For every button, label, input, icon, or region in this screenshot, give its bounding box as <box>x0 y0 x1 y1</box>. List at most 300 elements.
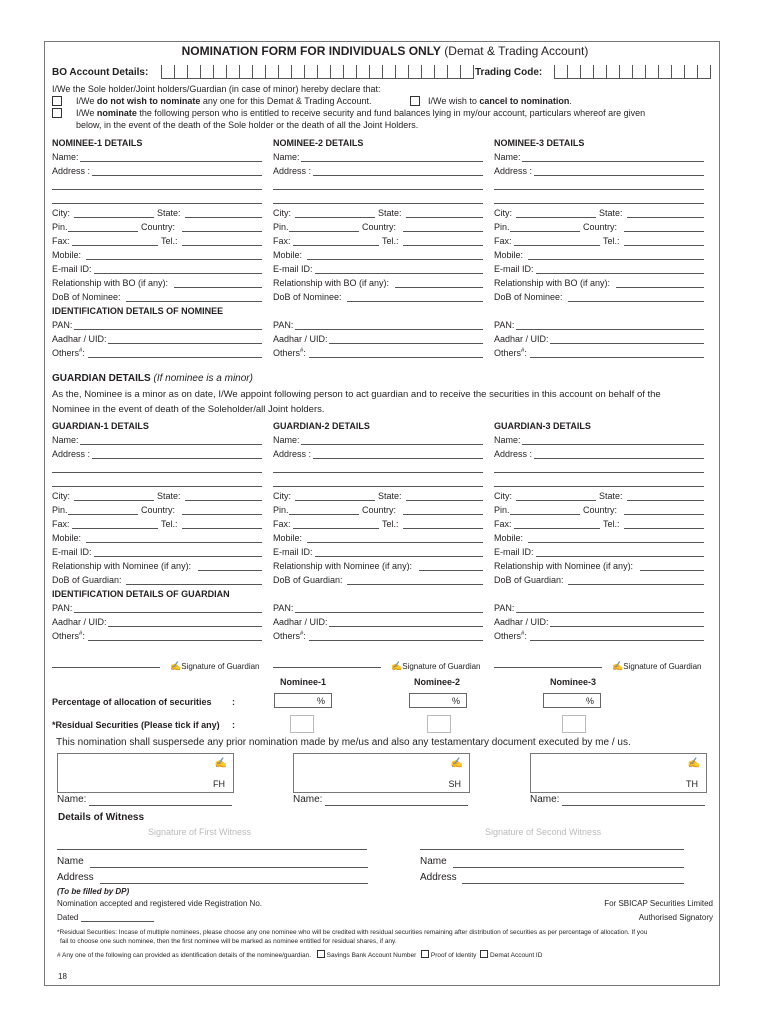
nominee-2-relationship-label: Relationship with BO (if any): <box>273 278 390 288</box>
guardian-3-aadhar-label: Aadhar / UID: <box>494 617 549 627</box>
nominee-2-address-line-3[interactable] <box>273 203 483 204</box>
nominee-1-address-line[interactable] <box>92 175 262 176</box>
guardian-1-city-label: City: <box>52 491 70 501</box>
dp-registration-text: Nomination accepted and registered vide Registration No. <box>57 899 263 908</box>
dp-dated-line[interactable] <box>81 921 154 922</box>
guardian-2-email-label: E-mail ID: <box>273 547 313 557</box>
nominee-2-name-line[interactable] <box>301 161 483 162</box>
guardian-2-country-label: Country: <box>362 505 397 515</box>
guardian-2-state-line[interactable] <box>406 500 483 501</box>
guardian-1-others-line[interactable] <box>88 640 262 641</box>
nominee-2-percentage[interactable]: % <box>409 693 467 708</box>
nominee-3-state-line[interactable] <box>627 217 704 218</box>
nominee-1-aadhar-line[interactable] <box>108 343 262 344</box>
nominee-2-email-line[interactable] <box>315 273 483 274</box>
nominee-2-pin-line[interactable] <box>289 231 359 232</box>
nominee-2-dob-line[interactable] <box>347 301 483 302</box>
witness-2-address-line[interactable] <box>462 883 684 884</box>
witness-1-signature-line[interactable] <box>57 849 367 850</box>
nominee-3-city-label: City: <box>494 208 512 218</box>
guardian-3-relationship-line[interactable] <box>640 570 704 571</box>
guardian-3-state-label: State: <box>599 491 623 501</box>
guardian-3-dob-label: DoB of Guardian: <box>494 575 564 585</box>
witness-2-signature-label: Signature of Second Witness <box>485 827 602 837</box>
guardian-3-pin-label: Pin. <box>494 505 510 515</box>
percentage-colon: : <box>232 697 235 707</box>
guardian-1-tel-line[interactable] <box>182 528 262 529</box>
guardian-1-address-line-2[interactable] <box>52 472 262 473</box>
th-signature-box[interactable] <box>530 753 707 793</box>
guardian-3-signature-label <box>612 661 702 672</box>
guardian-3-others-label-hash: # <box>521 631 525 637</box>
guardian-2-mobile-line[interactable] <box>307 542 483 543</box>
nominee-2-aadhar-label: Aadhar / UID: <box>273 334 328 344</box>
sh-label: SH <box>448 779 461 789</box>
nominee-3-email-label: E-mail ID: <box>494 264 534 274</box>
nominee-2-address-line-2[interactable] <box>273 189 483 190</box>
guardian-3-others-label-colon: : <box>524 631 527 641</box>
fh-signature-box[interactable] <box>57 753 234 793</box>
guardian-3-others-line[interactable] <box>530 640 704 641</box>
footnote-identification: # Any one of the following can provided as identification details of the nominee/guardian. Savings Bank Account Number Proof of Identity Demat Account ID <box>57 952 543 959</box>
guardian-1-relationship-line[interactable] <box>198 570 262 571</box>
opt-cancel: I/We wish to cancel to nomination. <box>428 96 572 106</box>
witness-2-name-line[interactable] <box>453 867 684 868</box>
guardian-3-state-line[interactable] <box>627 500 704 501</box>
guardian-2-name-label: Name: <box>273 435 300 445</box>
nominee-1-tel-line[interactable] <box>182 245 262 246</box>
nominee-1-fax-line[interactable] <box>72 245 158 246</box>
guardian-3-others-label <box>494 631 527 641</box>
nominee-1-tel-label: Tel.: <box>161 236 178 246</box>
guardian-2-others-label-text: Others <box>273 631 301 641</box>
nominee-3-col: Nominee-3 <box>550 677 597 687</box>
nominee-3-others-label-colon: : <box>524 348 527 358</box>
guardian-1-country-label: Country: <box>141 505 176 515</box>
nominee-3-pin-label: Pin. <box>494 222 510 232</box>
nominee-2-mobile-label: Mobile: <box>273 250 303 260</box>
residual-nominee-1-box[interactable] <box>290 715 314 733</box>
nominee-2-others-line[interactable] <box>309 357 483 358</box>
authorised-signatory: Authorised Signatory <box>638 913 713 922</box>
guardian-1-state-label: State: <box>157 491 181 501</box>
nominee-1-city-label: City: <box>52 208 70 218</box>
supersede-text: This nomination shall suspersede any prior nomination made by me/us and also any testamentary document executed by me / us. <box>56 737 631 748</box>
nominee-1-email-line[interactable] <box>94 273 262 274</box>
nominee-2-fax-line[interactable] <box>293 245 379 246</box>
guardian-2-email-line[interactable] <box>315 556 483 557</box>
witness-1-name-line[interactable] <box>90 867 368 868</box>
guardian-identification-heading: IDENTIFICATION DETAILS OF GUARDIAN <box>52 589 230 599</box>
nominee-1-others-label <box>52 348 85 358</box>
title-bold: NOMINATION FORM FOR INDIVIDUALS ONLY <box>181 44 441 58</box>
th-name-label: Name: <box>530 794 560 805</box>
nominee-2-name-label: Name: <box>273 152 300 162</box>
guardian-3-fax-line[interactable] <box>514 528 600 529</box>
nominee-1-dob-line[interactable] <box>126 301 262 302</box>
nominee-3-fax-line[interactable] <box>514 245 600 246</box>
nominee-1-pan-line[interactable] <box>74 329 262 330</box>
savings-account-checkbox[interactable] <box>317 950 325 958</box>
nominee-1-mobile-label: Mobile: <box>52 250 82 260</box>
witness-2-address-label: Address <box>420 872 457 883</box>
nominee-3-aadhar-label: Aadhar / UID: <box>494 334 549 344</box>
nominee-2-country-line[interactable] <box>403 231 483 232</box>
guardian-2-address-line-3[interactable] <box>273 486 483 487</box>
fh-name-line[interactable] <box>89 805 232 806</box>
cancel-nomination-checkbox[interactable] <box>410 96 420 106</box>
sh-signature-box[interactable] <box>293 753 470 793</box>
nominee-1-pin-label: Pin. <box>52 222 68 232</box>
guardian-1-mobile-label: Mobile: <box>52 533 82 543</box>
guardian-1-name-label: Name: <box>52 435 79 445</box>
pen-icon: ✍ <box>612 661 624 671</box>
guardian-1-fax-line[interactable] <box>72 528 158 529</box>
nominee-2-dob-label: DoB of Nominee: <box>273 292 342 302</box>
nominee-2-address-label: Address : <box>273 166 312 176</box>
guardian-2-tel-label: Tel.: <box>382 519 399 529</box>
guardian-1-city-line[interactable] <box>74 500 154 501</box>
witness-1-address-line[interactable] <box>100 883 368 884</box>
guardian-1-heading: GUARDIAN-1 DETAILS <box>52 421 149 431</box>
guardian-2-aadhar-line[interactable] <box>329 626 483 627</box>
guardian-3-name-label: Name: <box>494 435 521 445</box>
nominee-2-email-label: E-mail ID: <box>273 264 313 274</box>
guardian-1-others-label <box>52 631 85 641</box>
nominee-2-pan-label: PAN: <box>273 320 294 330</box>
guardian-2-address-label: Address : <box>273 449 312 459</box>
nominee-2-state-label: State: <box>378 208 402 218</box>
declaration-text: I/We the Sole holder/Joint holders/Guardian (in case of minor) hereby declare that: <box>52 84 381 94</box>
guardian-2-heading: GUARDIAN-2 DETAILS <box>273 421 370 431</box>
nominee-1-fax-label: Fax: <box>52 236 70 246</box>
signature-of-guardian-text: Signature of Guardian <box>402 662 481 671</box>
guardian-1-others-label-colon: : <box>82 631 85 641</box>
nominee-2-city-label: City: <box>273 208 291 218</box>
opt-nominate: I/We nominate the following person who is entitled to receive security and fund balances lying in my/our account, particulars whereof are given <box>76 108 646 118</box>
guardian-2-relationship-label: Relationship with Nominee (if any): <box>273 561 413 571</box>
guardian-para-2: Nominee in the event of death of the Soleholder/all Joint holders. <box>52 404 325 415</box>
guardian-1-address-line-3[interactable] <box>52 486 262 487</box>
guardian-2-address-line[interactable] <box>313 458 483 459</box>
nominee-1-pan-label: PAN: <box>52 320 73 330</box>
guardian-2-pin-line[interactable] <box>289 514 359 515</box>
nominee-3-others-label-hash: # <box>521 348 525 354</box>
witness-1-signature-label: Signature of First Witness <box>148 827 252 837</box>
nominee-2-address-line[interactable] <box>313 175 483 176</box>
nominee-2-relationship-line[interactable] <box>395 287 483 288</box>
nominee-3-name-line[interactable] <box>522 161 704 162</box>
residual-colon: : <box>232 720 235 730</box>
nominee-3-heading: NOMINEE-3 DETAILS <box>494 138 585 148</box>
nominee-3-others-label-text: Others <box>494 348 522 358</box>
opt-nominate-line2: below, in the event of the death of the Sole holder or the death of all the Joint Holders. <box>76 120 419 130</box>
guardian-2-aadhar-label: Aadhar / UID: <box>273 617 328 627</box>
guardian-3-dob-line[interactable] <box>568 584 704 585</box>
nominee-3-tel-label: Tel.: <box>603 236 620 246</box>
guardian-3-aadhar-line[interactable] <box>550 626 704 627</box>
guardian-3-relationship-label: Relationship with Nominee (if any): <box>494 561 634 571</box>
bo-account-boxes[interactable] <box>161 65 474 79</box>
nominee-2-country-label: Country: <box>362 222 397 232</box>
guardian-2-signature-label <box>391 661 481 672</box>
guardian-2-state-label: State: <box>378 491 402 501</box>
pen-icon: ✍ <box>450 758 463 769</box>
guardian-3-city-label: City: <box>494 491 512 501</box>
nominee-3-mobile-label: Mobile: <box>494 250 524 260</box>
nominee-3-tel-line[interactable] <box>624 245 704 246</box>
guardian-3-address-line-3[interactable] <box>494 486 704 487</box>
nominee-3-name-label: Name: <box>494 152 521 162</box>
nominee-1-dob-label: DoB of Nominee: <box>52 292 121 302</box>
nominee-2-aadhar-line[interactable] <box>329 343 483 344</box>
fh-name-label: Name: <box>57 794 87 805</box>
guardian-1-pan-line[interactable] <box>74 612 262 613</box>
guardian-3-name-line[interactable] <box>522 444 704 445</box>
nominee-3-address-label: Address : <box>494 166 533 176</box>
guardian-1-pan-label: PAN: <box>52 603 73 613</box>
title-rest: (Demat & Trading Account) <box>444 44 589 58</box>
nominee-2-fax-label: Fax: <box>273 236 291 246</box>
nominee-1-country-line[interactable] <box>182 231 262 232</box>
guardian-3-address-line-2[interactable] <box>494 472 704 473</box>
nominee-1-others-label-hash: # <box>79 348 83 354</box>
guardian-1-dob-label: DoB of Guardian: <box>52 575 122 585</box>
guardian-3-others-label-text: Others <box>494 631 522 641</box>
nominee-3-others-label <box>494 348 527 358</box>
sh-name-line[interactable] <box>325 805 468 806</box>
guardian-2-dob-label: DoB of Guardian: <box>273 575 343 585</box>
nominee-1-percentage[interactable]: % <box>274 693 332 708</box>
guardian-2-others-line[interactable] <box>309 640 483 641</box>
nominee-1-aadhar-label: Aadhar / UID: <box>52 334 107 344</box>
th-label: TH <box>686 779 698 789</box>
guardian-1-state-line[interactable] <box>185 500 262 501</box>
guardian-1-address-line[interactable] <box>92 458 262 459</box>
guardian-heading: GUARDIAN DETAILS (If nominee is a minor) <box>52 373 253 384</box>
guardian-2-relationship-line[interactable] <box>419 570 483 571</box>
guardian-1-mobile-line[interactable] <box>86 542 262 543</box>
trading-code-boxes[interactable] <box>554 65 711 79</box>
guardian-3-pan-label: PAN: <box>494 603 515 613</box>
guardian-3-mobile-line[interactable] <box>528 542 704 543</box>
guardian-1-country-line[interactable] <box>182 514 262 515</box>
fh-label: FH <box>213 779 225 789</box>
witness-title: Details of Witness <box>58 812 145 823</box>
pen-icon: ✍ <box>391 661 403 671</box>
witness-2-signature-line[interactable] <box>420 849 684 850</box>
guardian-3-fax-label: Fax: <box>494 519 512 529</box>
demat-account-checkbox[interactable] <box>480 950 488 958</box>
guardian-2-mobile-label: Mobile: <box>273 533 303 543</box>
guardian-2-signature-line[interactable] <box>273 667 381 668</box>
nominee-identification-heading: IDENTIFICATION DETAILS OF NOMINEE <box>52 306 224 316</box>
nominee-3-address-line-3[interactable] <box>494 203 704 204</box>
guardian-para-1: As the, Nominee is a minor as on date, I/We appoint following person to act guardian and to receive the securities in this account on behalf of the <box>52 389 661 400</box>
guardian-3-pin-line[interactable] <box>510 514 580 515</box>
nominee-1-others-line[interactable] <box>88 357 262 358</box>
nominee-2-mobile-line[interactable] <box>307 259 483 260</box>
guardian-3-heading: GUARDIAN-3 DETAILS <box>494 421 591 431</box>
pen-icon: ✍ <box>687 758 700 769</box>
guardian-1-aadhar-label: Aadhar / UID: <box>52 617 107 627</box>
guardian-1-fax-label: Fax: <box>52 519 70 529</box>
nominee-2-pin-label: Pin. <box>273 222 289 232</box>
nominee-1-state-line[interactable] <box>185 217 262 218</box>
nominee-1-state-label: State: <box>157 208 181 218</box>
residual-nominee-2-box[interactable] <box>427 715 451 733</box>
guardian-2-pan-line[interactable] <box>295 612 483 613</box>
guardian-1-pin-label: Pin. <box>52 505 68 515</box>
nominee-2-heading: NOMINEE-2 DETAILS <box>273 138 364 148</box>
signature-of-guardian-text: Signature of Guardian <box>623 662 702 671</box>
guardian-2-city-line[interactable] <box>295 500 375 501</box>
witness-1-name-label: Name <box>57 856 84 867</box>
nominee-1-email-label: E-mail ID: <box>52 264 92 274</box>
guardian-2-others-label <box>273 631 306 641</box>
nominee-3-percentage[interactable]: % <box>543 693 601 708</box>
nominee-2-others-label <box>273 348 306 358</box>
nominee-3-relationship-line[interactable] <box>616 287 704 288</box>
nominee-1-name-label: Name: <box>52 152 79 162</box>
guardian-2-pin-label: Pin. <box>273 505 289 515</box>
nominee-3-state-label: State: <box>599 208 623 218</box>
nominee-3-relationship-label: Relationship with BO (if any): <box>494 278 611 288</box>
guardian-2-country-line[interactable] <box>403 514 483 515</box>
nominee-3-dob-line[interactable] <box>568 301 704 302</box>
guardian-2-address-line-2[interactable] <box>273 472 483 473</box>
residual-label: *Residual Securities (Please tick if any) <box>52 720 220 730</box>
guardian-3-mobile-label: Mobile: <box>494 533 524 543</box>
for-sbicap: For SBICAP Securities Limited <box>604 899 713 908</box>
nominate-checkbox[interactable] <box>52 108 62 118</box>
opt-no-nominate: I/We do not wish to nominate any one for this Demat & Trading Account. <box>76 96 372 106</box>
guardian-1-name-line[interactable] <box>80 444 262 445</box>
guardian-2-name-line[interactable] <box>301 444 483 445</box>
guardian-1-aadhar-line[interactable] <box>108 626 262 627</box>
no-nominate-checkbox[interactable] <box>52 96 62 106</box>
nominee-3-country-label: Country: <box>583 222 618 232</box>
nominee-2-tel-line[interactable] <box>403 245 483 246</box>
guardian-3-tel-label: Tel.: <box>603 519 620 529</box>
guardian-1-others-label-hash: # <box>79 631 83 637</box>
guardian-1-address-label: Address : <box>52 449 91 459</box>
guardian-2-city-label: City: <box>273 491 291 501</box>
nominee-3-email-line[interactable] <box>536 273 704 274</box>
guardian-1-others-label-text: Others <box>52 631 80 641</box>
nominee-3-pan-label: PAN: <box>494 320 515 330</box>
nominee-3-pin-line[interactable] <box>510 231 580 232</box>
pen-icon: ✍ <box>214 758 227 769</box>
nominee-1-city-line[interactable] <box>74 217 154 218</box>
nominee-1-address-line-2[interactable] <box>52 189 262 190</box>
guardian-2-tel-line[interactable] <box>403 528 483 529</box>
percentage-label: Percentage of allocation of securities <box>52 697 212 707</box>
witness-1-address-label: Address <box>57 872 94 883</box>
guardian-1-tel-label: Tel.: <box>161 519 178 529</box>
page-number: 18 <box>58 972 67 981</box>
form-title <box>0 44 770 58</box>
guardian-3-email-line[interactable] <box>536 556 704 557</box>
guardian-3-city-line[interactable] <box>516 500 596 501</box>
nominee-2-state-line[interactable] <box>406 217 483 218</box>
guardian-1-pin-line[interactable] <box>68 514 138 515</box>
guardian-1-signature-label <box>170 661 260 672</box>
nominee-2-others-label-hash: # <box>300 348 304 354</box>
pen-icon: ✍ <box>170 661 182 671</box>
proof-of-identity-checkbox[interactable] <box>421 950 429 958</box>
nominee-3-address-line-2[interactable] <box>494 189 704 190</box>
guardian-3-address-label: Address : <box>494 449 533 459</box>
guardian-3-signature-line[interactable] <box>494 667 602 668</box>
nominee-2-pan-line[interactable] <box>295 329 483 330</box>
nominee-1-country-label: Country: <box>141 222 176 232</box>
guardian-1-email-line[interactable] <box>94 556 262 557</box>
guardian-2-dob-line[interactable] <box>347 584 483 585</box>
nominee-1-mobile-line[interactable] <box>86 259 262 260</box>
witness-2-name-label: Name <box>420 856 447 867</box>
guardian-1-relationship-label: Relationship with Nominee (if any): <box>52 561 192 571</box>
guardian-2-pan-label: PAN: <box>273 603 294 613</box>
nominee-1-heading: NOMINEE-1 DETAILS <box>52 138 143 148</box>
nominee-1-address-label: Address : <box>52 166 91 176</box>
guardian-2-others-label-colon: : <box>303 631 306 641</box>
nominee-1-others-label-text: Others <box>52 348 80 358</box>
nominee-1-name-line[interactable] <box>80 161 262 162</box>
nominee-2-others-label-colon: : <box>303 348 306 358</box>
dp-dated-label: Dated <box>57 913 79 922</box>
nominee-3-country-line[interactable] <box>624 231 704 232</box>
nominee-1-pin-line[interactable] <box>68 231 138 232</box>
nominee-3-aadhar-line[interactable] <box>550 343 704 344</box>
nominee-2-others-label-text: Others <box>273 348 301 358</box>
guardian-3-email-label: E-mail ID: <box>494 547 534 557</box>
th-name-line[interactable] <box>562 805 705 806</box>
guardian-3-country-line[interactable] <box>624 514 704 515</box>
nominee-2-col: Nominee-2 <box>414 677 461 687</box>
dp-title: (To be filled by DP) <box>57 887 130 896</box>
nominee-3-city-line[interactable] <box>516 217 596 218</box>
guardian-3-pan-line[interactable] <box>516 612 704 613</box>
guardian-2-fax-label: Fax: <box>273 519 291 529</box>
nominee-3-address-line[interactable] <box>534 175 704 176</box>
nominee-3-mobile-line[interactable] <box>528 259 704 260</box>
guardian-1-signature-line[interactable] <box>52 667 160 668</box>
footnote-residual-2: fail to choose one such nominee, then the first nominee will be marked as nominee entitled for residual shares, if any. <box>60 938 397 945</box>
guardian-3-address-line[interactable] <box>534 458 704 459</box>
nominee-3-others-line[interactable] <box>530 357 704 358</box>
guardian-3-country-label: Country: <box>583 505 618 515</box>
sh-name-label: Name: <box>293 794 323 805</box>
residual-nominee-3-box[interactable] <box>562 715 586 733</box>
trading-code-label: Trading Code: <box>475 67 543 78</box>
nominee-3-dob-label: DoB of Nominee: <box>494 292 563 302</box>
nominee-3-fax-label: Fax: <box>494 236 512 246</box>
nominee-1-address-line-3[interactable] <box>52 203 262 204</box>
nominee-1-relationship-line[interactable] <box>174 287 262 288</box>
nominee-2-city-line[interactable] <box>295 217 375 218</box>
nominee-3-pan-line[interactable] <box>516 329 704 330</box>
nominee-1-others-label-colon: : <box>82 348 85 358</box>
guardian-1-dob-line[interactable] <box>126 584 262 585</box>
footnote-residual-1: *Residual Securities: Incase of multiple nominees, please choose any one nominee who will be credited with residual securities remaining after distribution of securities as per percentage of allocation. If you <box>57 929 648 936</box>
guardian-3-tel-line[interactable] <box>624 528 704 529</box>
guardian-2-fax-line[interactable] <box>293 528 379 529</box>
nominee-1-col: Nominee-1 <box>280 677 327 687</box>
guardian-1-email-label: E-mail ID: <box>52 547 92 557</box>
guardian-2-others-label-hash: # <box>300 631 304 637</box>
nominee-1-relationship-label: Relationship with BO (if any): <box>52 278 169 288</box>
